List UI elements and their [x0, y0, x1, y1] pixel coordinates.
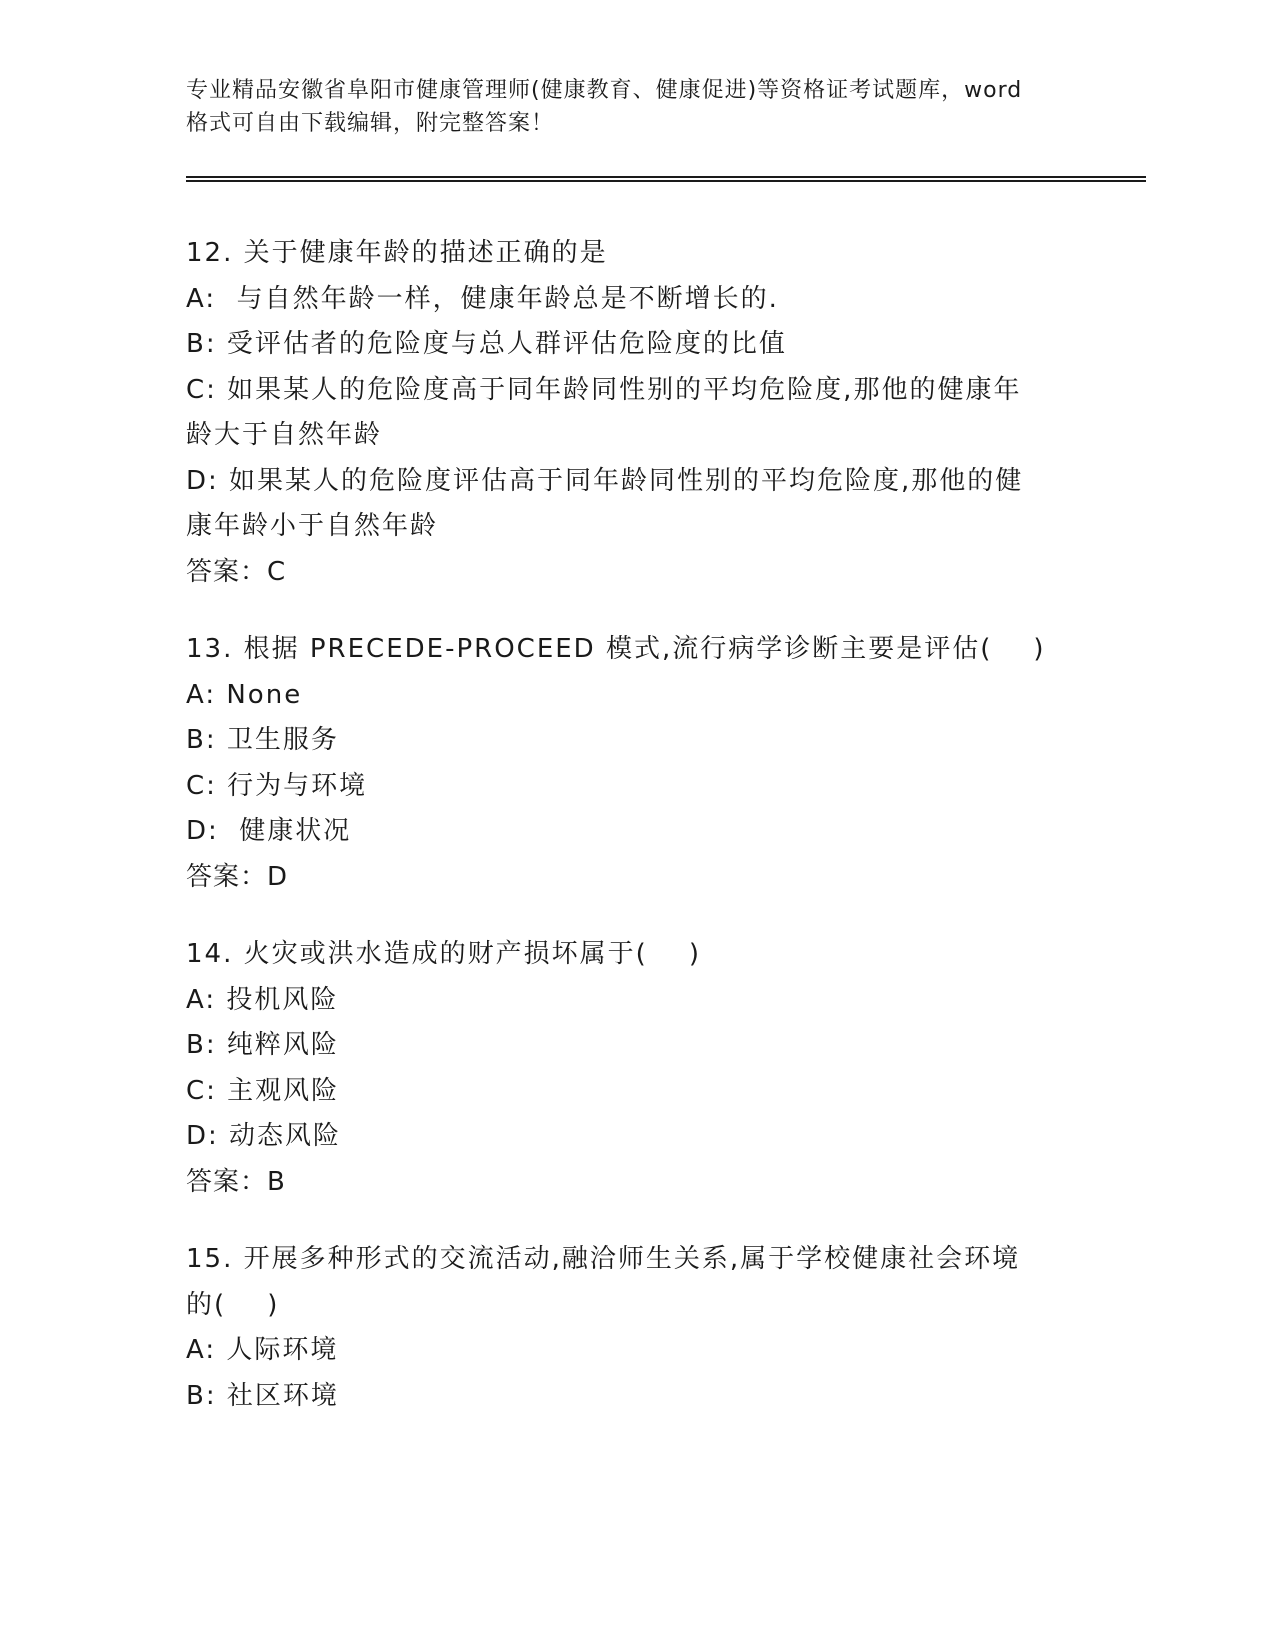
question-block — [186, 627, 1066, 900]
answer-option: D: 健康状况 — [186, 816, 352, 846]
answer-key: 答案：C — [186, 556, 287, 587]
answer-key: 答案：D — [186, 861, 289, 892]
answer-option: C: 行为与环境 — [186, 770, 368, 801]
answer-option: 龄大于自然年龄 — [186, 420, 383, 450]
answer-option: B: 受评估者的危险度与总人群评估危险度的比值 — [186, 329, 787, 359]
question-stem: 的( ) — [186, 1289, 280, 1320]
question-stem: 15. 开展多种形式的交流活动,融洽师生关系,属于学校健康社会环境 — [186, 1244, 1021, 1274]
answer-option: A: None — [186, 679, 303, 710]
header-line-2: 格式可自由下载编辑，附完整答案！ — [186, 111, 555, 136]
answer-option: B: 卫生服务 — [186, 725, 339, 755]
question-block — [186, 231, 1066, 595]
answer-option: C: 如果某人的危险度高于同年龄同性别的平均危险度,那他的健康年 — [186, 374, 1022, 405]
answer-option: A: 投机风险 — [186, 984, 339, 1015]
question-block — [186, 932, 1066, 1205]
question-stem: 13. 根据 PRECEDE-PROCEED 模式,流行病学诊断主要是评估( ) — [186, 634, 1046, 664]
answer-option: B: 纯粹风险 — [186, 1030, 339, 1060]
answer-option: A: 与自然年龄一样，健康年龄总是不断增长的. — [186, 283, 779, 314]
answer-option: D: 如果某人的危险度评估高于同年龄同性别的平均危险度,那他的健 — [186, 465, 1024, 496]
answer-option: A: 人际环境 — [186, 1335, 339, 1365]
document-header — [186, 74, 1106, 140]
question-block — [186, 1237, 1066, 1419]
answer-option: 康年龄小于自然年龄 — [186, 511, 439, 541]
question-list — [186, 231, 1066, 1451]
answer-option: B: 社区环境 — [186, 1380, 339, 1411]
header-line-1: 专业精品安徽省阜阳市健康管理师(健康教育、健康促进)等资格证考试题库，word — [186, 78, 1023, 103]
answer-option: C: 主观风险 — [186, 1075, 340, 1106]
question-stem: 14. 火灾或洪水造成的财产损坏属于( ) — [186, 939, 701, 969]
answer-key: 答案：B — [186, 1166, 286, 1197]
answer-option: D: 动态风险 — [186, 1121, 342, 1151]
question-stem: 12. 关于健康年龄的描述正确的是 — [186, 238, 608, 268]
header-divider — [186, 176, 1146, 182]
